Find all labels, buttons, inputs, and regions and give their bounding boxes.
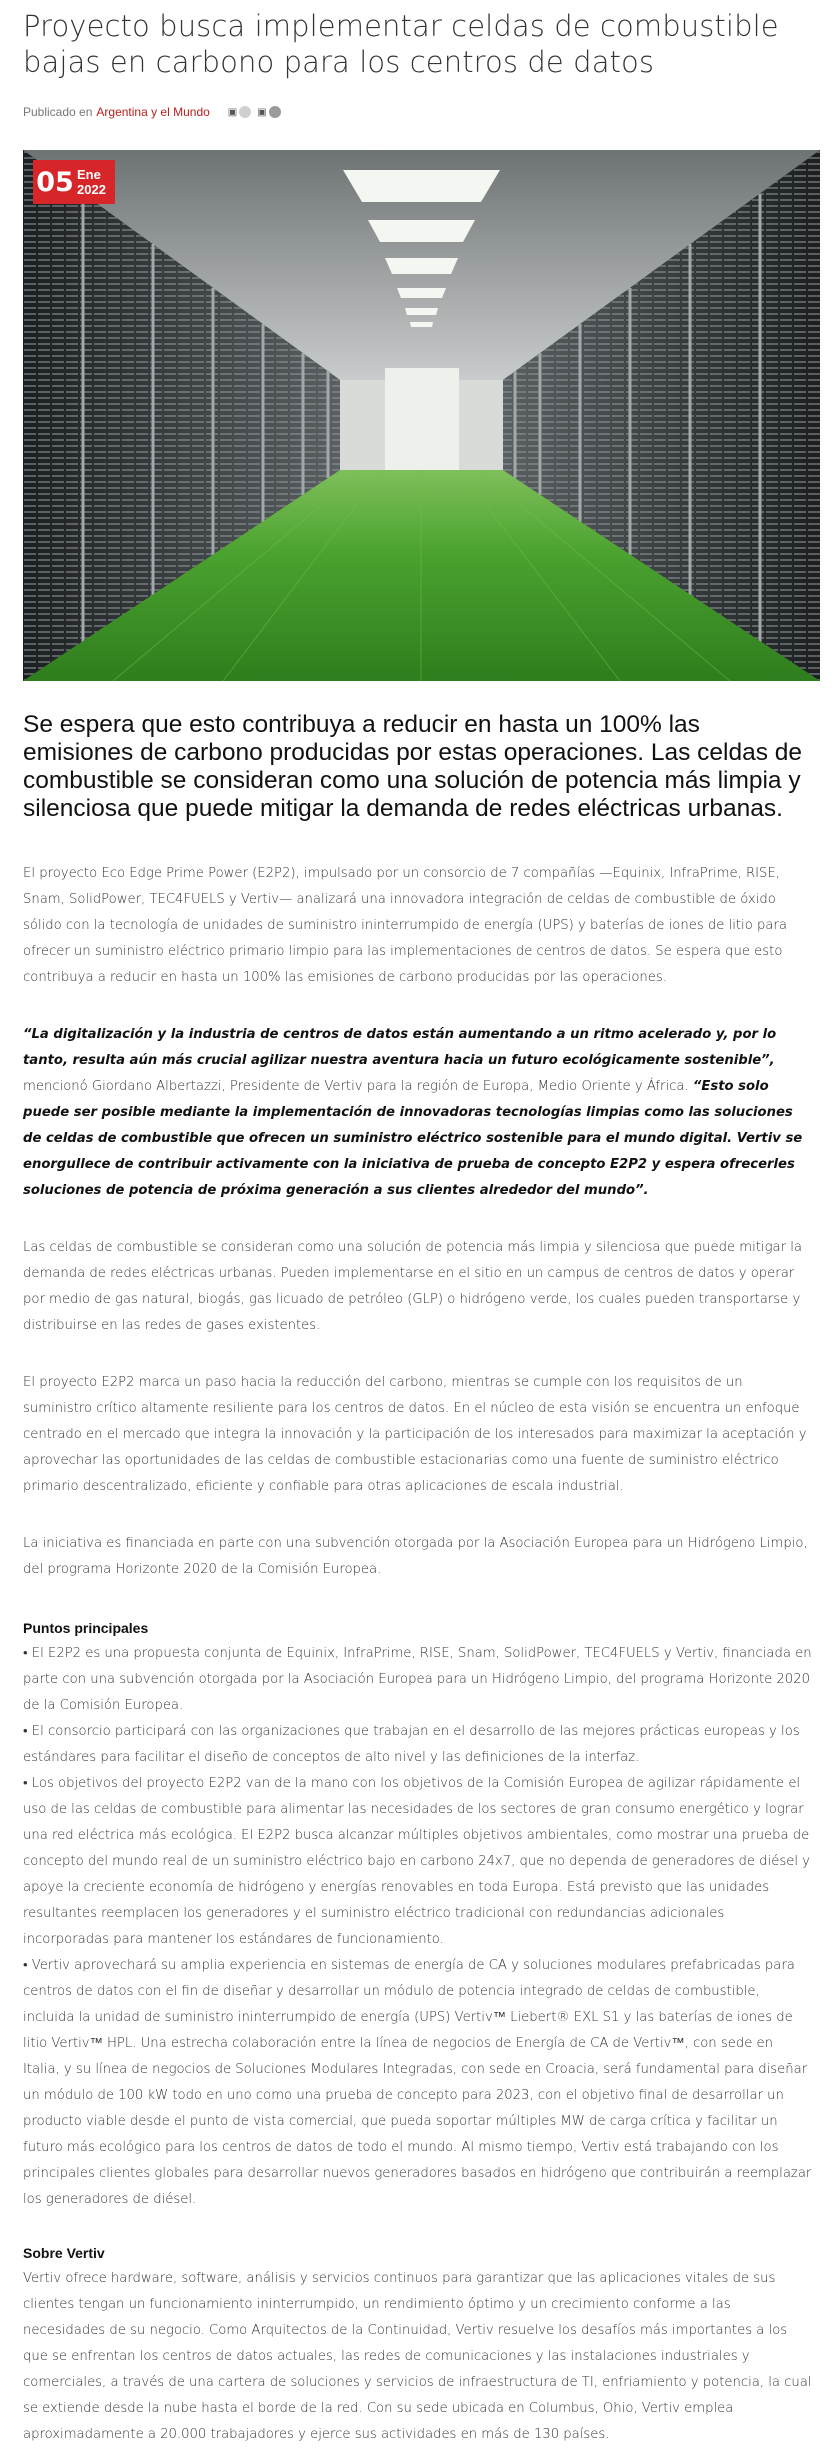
article-lead: Se espera que esto contribuya a reducir en hasta un 100% las emisiones de carbono producidas por estas operaciones. Las celdas de combustible se consideran como una solución de potencia más limpia y silenciosa que puede mitigar la demanda de redes eléctricas urbanas. [23,711,803,822]
paragraph: Vertiv ofrece hardware, software, análisis y servicios continuos para garantizar que las aplicaciones vitales de sus clientes tengan un funcionamiento ininterrumpido, un rendimiento óptimo y un crecimiento conforme a las necesidades de su negocio. Como Arquitectos de la Continuidad, Vertiv resuelve los desafíos más importantes a los que se enfrentan los centros de datos actuales, las redes de comunicaciones y las instalaciones industriales y comerciales, a través de una cartera de soluciones y servicios de infraestructura de TI, enfriamiento y potencia, la cual se extiende desde la nube hasta el borde de la red. Con su sede ubicada en Columbus, Ohio, Vertiv emplea aproximadamente a 20.000 trabajadores y ejerce sus actividades en más de 130 países. [23,2271,812,2442]
list-item: • Vertiv aprovechará su amplia experiencia en sistemas de energía de CA y soluciones modulares prefabricadas para centros de datos con el fin de diseñar y desarrollar un módulo de potencia integrado de celdas de combustible, incluida la unidad de suministro ininterrumpido de energía (UPS) Vertiv™ Liebert® EXL S1 y las baterías de iones de litio Vertiv™ HPL. Una estrecha colaboración entre la línea de negocios de Energía de CA de Vertiv™, con sede en Italia, y su línea de negocios de Soluciones Modulares Integradas, con sede en Croacia, será fundamental para diseñar un módulo de 100 kW todo en uno como una prueba de concepto para 2023, con el objetivo final de desarrollar un producto viable desde el punto de vista comercial, que pueda soportar múltiples MW de carga crítica y facilitar un futuro más ecológico para los centros de datos de todo el mundo. Al mismo tiempo, Vertiv está trabajando con los principales clientes globales para desarrollar nuevos generadores basados en hidrógeno que contribuirán a reemplazar los generadores de diésel. [23,1958,812,2207]
date-month-year [77,167,106,197]
category-link[interactable]: Argentina y el Mundo [96,105,210,119]
list-item: • Los objetivos del proyecto E2P2 van de la mano con los objetivos de la Comisión Europea de agilizar rápidamente el uso de las celdas de combustible para alimentar las necesidades de los sectores de gran consumo energético y lograr una red eléctrica más ecológica. El E2P2 busca alcanzar múltiples objetivos ambientales, como mostrar una prueba de concepto del mundo real de un suministro eléctrico bajo en carbono 24x7, que no dependa de generadores de diésel y apoye la creciente economía de hidrógeno y energías renovables en toda Europa. Está previsto que las unidades resultantes reemplacen los generadores y el suministro eléctrico tradicional con redundancias adicionales incorporadas para mantener los estándares de funcionamiento. [23,1776,810,1947]
datacenter-grass-illustration [23,150,820,681]
quote-text: “La digitalización y la industria de centros de datos están aumentando a un ritmo acelerado y, por lo tanto, resulta aún más crucial agilizar nuestra aventura hacia un futuro ecológicamente sostenible”, [23,1027,777,1068]
date-month: Ene [77,167,101,182]
share-bar [228,106,285,118]
quote-attribution: mencionó Giordano Albertazzi, Presidente de Vertiv para la región de Europa, Medio Oriente y África. [23,1079,693,1094]
article-title: Proyecto busca implementar celdas de combustible bajas en carbono para los centros de datos [23,9,779,79]
quote-paragraph [23,1022,813,1204]
date-badge [33,160,115,204]
paragraph: El proyecto E2P2 marca un paso hacia la reducción del carbono, mientras se cumple con los requisitos de un suministro crítico altamente resiliente para los centros de datos. En el núcleo de esta visión se encuentra un enfoque centrado en el mercado que integra la innovación y la participación de los interesados para maximizar la aceptación y aprovechar las oportunidades de las celdas de combustible estacionarias como una fuente de suministro eléctrico primario descentralizado, eficiente y confiable para otras aplicaciones de escala industrial. [23,1375,807,1494]
share-icon[interactable]: ▣ [257,106,267,118]
section-heading: Puntos principales [23,1620,149,1636]
section-heading: Sobre Vertiv [23,2245,105,2261]
share-dot-icon[interactable] [239,106,251,118]
list-item: • El E2P2 es una propuesta conjunta de Equinix, InfraPrime, RISE, Snam, SolidPower, TEC4FUELS y Vertiv, financiada en parte con una subvención otorgada por la Asociación Europea para un Hidrógeno Limpio, del programa Horizonte 2020 de la Comisión Europea. [23,1646,812,1713]
paragraph: Las celdas de combustible se consideran como una solución de potencia más limpia y silenciosa que puede mitigar la demanda de redes eléctricas urbanas. Pueden implementarse en el sitio en un campus de centros de datos y operar por medio de gas natural, biogás, gas licuado de petróleo (GLP) o hidrógeno verde, los cuales pueden transportarse y distribuirse en las redes de gases existentes. [23,1240,802,1333]
about-section [23,2240,813,2448]
article-meta [23,104,813,120]
share-icon[interactable]: ▣ [227,106,238,118]
quote-text: “Esto solo puede ser posible mediante la implementación de innovadoras tecnologías limpias como las soluciones de celdas de combustible que ofrecen un suministro eléctrico sostenible para el mundo digital. Vertiv se enorgullece de contribuir activamente con la iniciativa de prueba de concepto E2P2 y espera ofrecerles soluciones de potencia de próxima generación a sus clientes alrededor del mundo”. [23,1079,803,1198]
key-points-section [23,1615,813,2213]
date-year: 2022 [77,182,106,197]
date-day: 05 [36,166,74,198]
hero-image [23,150,820,681]
list-item: • El consorcio participará con las organizaciones que trabajan en el desarrollo de las mejores prácticas europeas y los estándares para facilitar el diseño de conceptos de alto nivel y las definiciones de la interfaz. [23,1724,800,1765]
paragraph: La iniciativa es financiada en parte con una subvención otorgada por la Asociación Europea para un Hidrógeno Limpio, del programa Horizonte 2020 de la Comisión Europea. [23,1536,808,1577]
published-prefix: Publicado en [23,105,93,119]
paragraph: El proyecto Eco Edge Prime Power (E2P2), impulsado por un consorcio de 7 compañías —Equinix, InfraPrime, RISE, Snam, SolidPower, TEC4FUELS y Vertiv— analizará una innovadora integración de celdas de combustible de óxido sólido con la tecnología de unidades de suministro ininterrumpido de energía (UPS) y baterías de iones de litio para ofrecer un suministro eléctrico primario limpio para las implementaciones de centros de datos. Se espera que esto contribuya a reducir en hasta un 100% las emisiones de carbono producidas por las operaciones. [23,866,787,985]
share-dot-icon[interactable] [269,106,281,118]
article-body [23,861,813,2448]
